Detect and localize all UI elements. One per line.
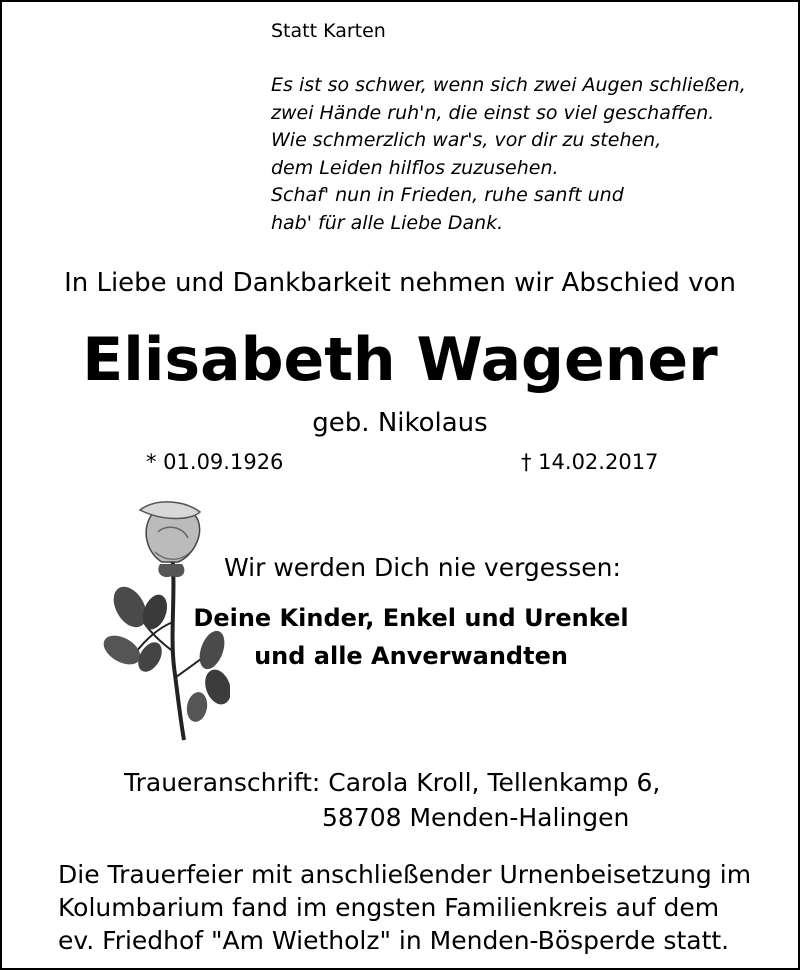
deceased-name: Elisabeth Wagener — [82, 325, 718, 395]
statt-karten-label: Statt Karten — [271, 20, 386, 42]
ceremony-line: Die Trauerfeier mit anschließender Urnenbeisetzung im — [58, 860, 752, 889]
poem-line: Schaf' nun in Frieden, ruhe sanft und — [271, 184, 624, 206]
death-date: † 14.02.2017 — [521, 450, 659, 474]
mourning-address-line2: 58708 Menden-Halingen — [322, 803, 630, 832]
family-signature — [186, 599, 636, 675]
family-line: Deine Kinder, Enkel und Urenkel — [193, 604, 629, 632]
farewell-text: Wir werden Dich nie vergessen: — [224, 553, 621, 582]
poem — [271, 72, 746, 237]
poem-line: dem Leiden hilflos zuzusehen. — [271, 156, 559, 179]
birth-date: * 01.09.1926 — [146, 450, 284, 474]
ceremony-text — [58, 858, 751, 957]
poem-line: zwei Hände ruh'n, die einst so viel geschaffen. — [271, 101, 715, 124]
intro-text: In Liebe und Dankbarkeit nehmen wir Abschied von — [64, 268, 736, 298]
ceremony-line: Kolumbarium fand im engsten Familienkreis auf dem — [58, 893, 720, 922]
poem-line: Es ist so schwer, wenn sich zwei Augen schließen, — [271, 74, 746, 96]
mourning-address-line1: Traueranschrift: Carola Kroll, Tellenkamp 6, — [124, 768, 661, 797]
birth-name: geb. Nikolaus — [312, 408, 488, 438]
poem-line: Wie schmerzlich war's, vor dir zu stehen, — [271, 129, 662, 151]
ceremony-line: ev. Friedhof "Am Wietholz" in Menden-Bösperde statt. — [58, 926, 730, 955]
family-line: und alle Anverwandten — [254, 642, 568, 670]
poem-line: hab' für alle Liebe Dank. — [271, 211, 504, 234]
